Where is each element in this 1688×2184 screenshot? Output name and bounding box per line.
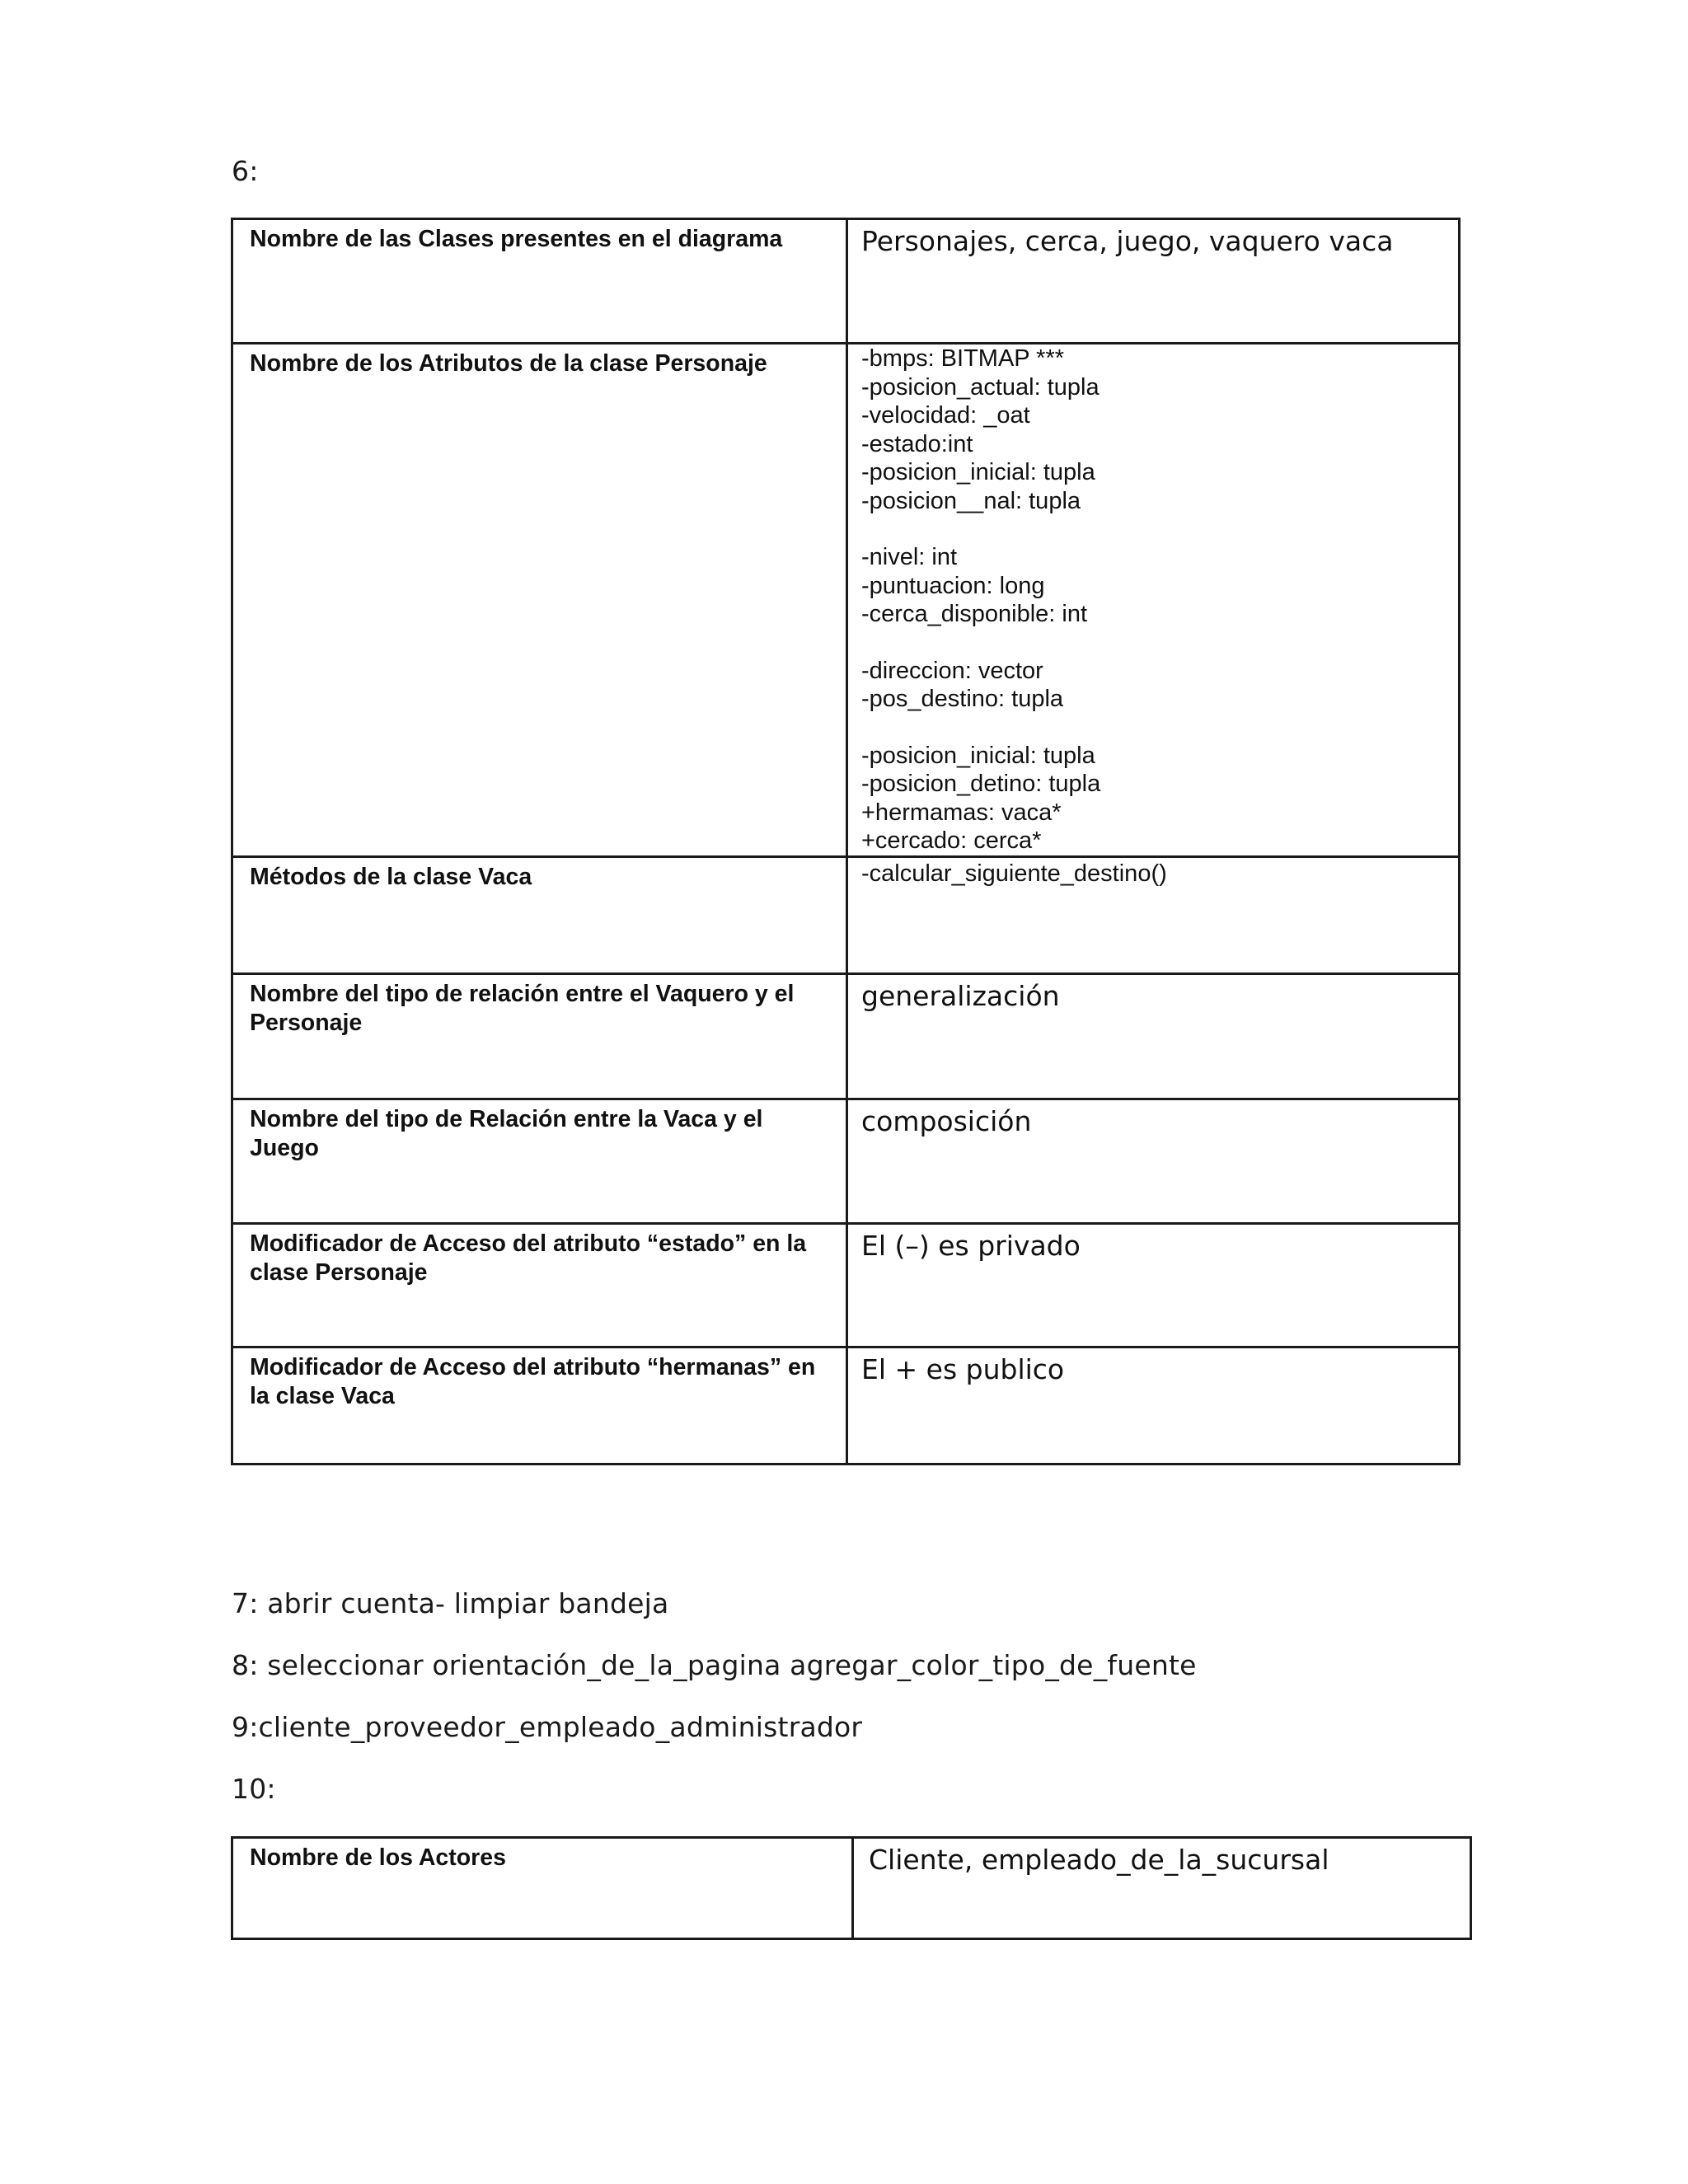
table-row: [232, 1099, 1460, 1223]
question-10-label: 10:: [232, 1773, 276, 1805]
attribute-item: -velocidad: _oat: [861, 402, 1030, 429]
answer-cell: composición: [847, 1099, 1460, 1223]
question-cell: Nombre de los Actores: [232, 1838, 853, 1939]
attributes-list: [848, 344, 1458, 855]
attribute-item: -posicion_actual: tupla: [861, 373, 1100, 401]
answer-cell: El (–) es privado: [847, 1223, 1460, 1347]
table-row: [232, 344, 1460, 857]
question-cell: Modificador de Acceso del atributo “hermanas” en la clase Vaca: [232, 1347, 847, 1464]
answer-cell: -calcular_siguiente_destino(): [847, 856, 1460, 973]
attribute-item: -puntuacion: long: [861, 572, 1045, 599]
attribute-item: +cercado: cerca*: [861, 827, 1042, 854]
attribute-item: -estado:int: [861, 430, 973, 457]
attribute-group: [861, 543, 1445, 629]
attribute-group: [861, 742, 1445, 855]
table-row: [232, 856, 1460, 973]
attribute-group: [861, 657, 1445, 714]
attribute-item: -posicion__nal: tupla: [861, 487, 1081, 514]
attribute-item: -nivel: int: [861, 544, 958, 570]
attributes-cell: [847, 344, 1460, 857]
table-row: [232, 219, 1460, 344]
attribute-item: -posicion_inicial: tupla: [861, 459, 1095, 485]
attribute-item: -pos_destino: tupla: [861, 686, 1064, 712]
answer-cell: Cliente, empleado_de_la_sucursal: [853, 1838, 1471, 1939]
attribute-group: [861, 344, 1445, 515]
question-8-answer: 8: seleccionar orientación_de_la_pagina agregar_color_tipo_de_fuente: [232, 1649, 1197, 1681]
question-9-answer: 9:cliente_proveedor_empleado_administrador: [232, 1711, 863, 1743]
question-7-answer: 7: abrir cuenta- limpiar bandeja: [232, 1587, 669, 1619]
question-cell: Nombre del tipo de relación entre el Vaquero y el Personaje: [232, 973, 847, 1099]
table-row: [232, 1838, 1471, 1939]
attribute-item: -cerca_disponible: int: [861, 601, 1088, 627]
actors-table: [231, 1836, 1472, 1940]
table-row: [232, 973, 1460, 1099]
table-row: [232, 1223, 1460, 1347]
attribute-item: -posicion_detino: tupla: [861, 771, 1101, 797]
classes-table: [231, 218, 1461, 1465]
table-row: [232, 1347, 1460, 1464]
answer-cell: Personajes, cerca, juego, vaquero vaca: [847, 219, 1460, 344]
attribute-item: -direccion: vector: [861, 657, 1043, 684]
attribute-item: +hermamas: vaca*: [861, 799, 1062, 826]
question-cell: Modificador de Acceso del atributo “estado” en la clase Personaje: [232, 1223, 847, 1347]
question-cell: Métodos de la clase Vaca: [232, 856, 847, 973]
answer-cell: generalización: [847, 973, 1460, 1099]
question-cell: Nombre de las Clases presentes en el diagrama: [232, 219, 847, 344]
attribute-item: -bmps: BITMAP ***: [861, 345, 1065, 372]
question-cell: Nombre del tipo de Relación entre la Vaca y el Juego: [232, 1099, 847, 1223]
question-6-label: 6:: [232, 155, 259, 187]
question-cell: Nombre de los Atributos de la clase Personaje: [232, 344, 847, 857]
attribute-item: -posicion_inicial: tupla: [861, 742, 1095, 769]
answer-cell: El + es publico: [847, 1347, 1460, 1464]
